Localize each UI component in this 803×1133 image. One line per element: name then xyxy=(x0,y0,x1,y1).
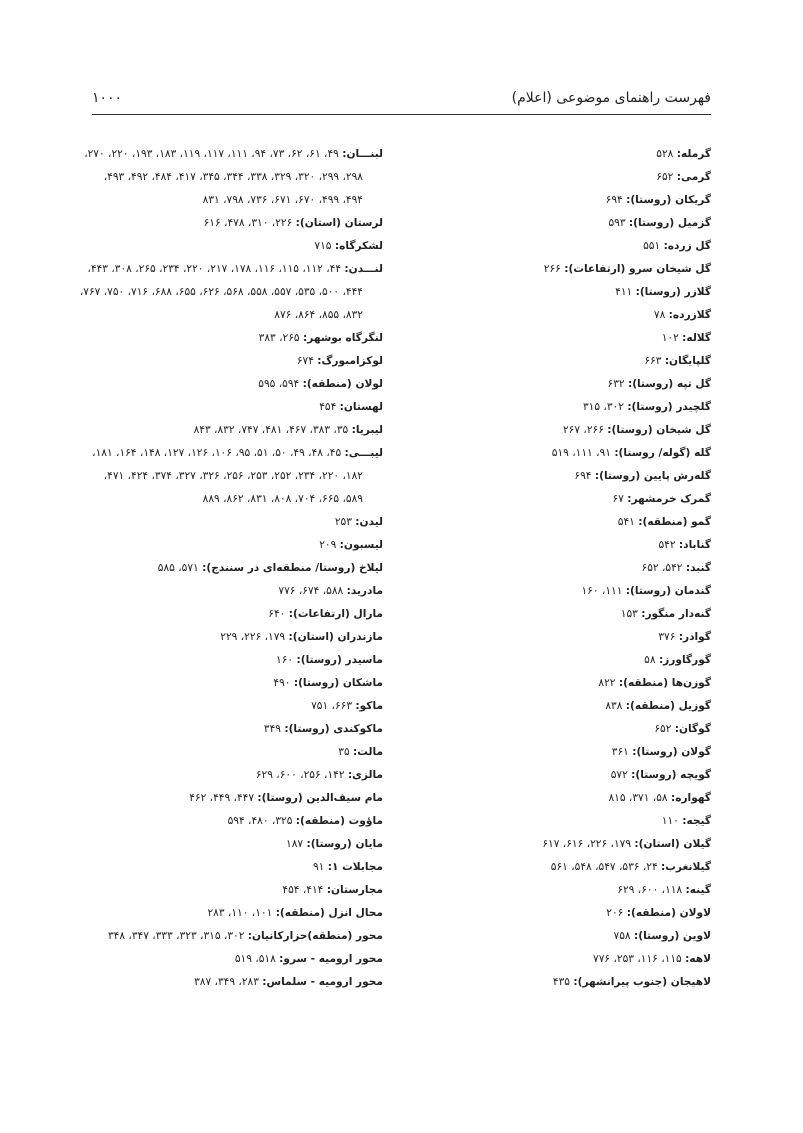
index-page-refs: ۵۷۱، ۵۸۵ xyxy=(157,562,199,574)
index-page-refs: ۴۳۵ xyxy=(552,976,570,988)
index-entry xyxy=(88,856,383,879)
index-entry xyxy=(88,235,383,258)
index-entry xyxy=(386,235,711,258)
index-entry xyxy=(88,166,383,189)
index-entry xyxy=(88,258,383,281)
index-page-refs: ۳۴۹ xyxy=(263,723,281,735)
index-entry xyxy=(88,350,383,373)
index-entry xyxy=(88,626,383,649)
index-term: گل زرده: xyxy=(663,240,711,252)
index-entry xyxy=(88,879,383,902)
index-page-refs: ۱۵۳ xyxy=(620,608,638,620)
page-number: ۱۰۰۰ xyxy=(92,90,123,106)
index-entry xyxy=(386,672,711,695)
index-page-refs: ۳۷۶ xyxy=(658,631,676,643)
index-entry xyxy=(386,373,711,396)
index-page-refs: ۱۱۱، ۱۶۰ xyxy=(581,585,623,597)
index-column-right xyxy=(386,143,711,994)
index-entry xyxy=(88,511,383,534)
index-page-refs: ۶۳۲ xyxy=(607,378,625,390)
index-page-refs: ۵۸۹، ۶۶۵، ۷۰۴، ۸۰۸، ۸۳۱، ۸۶۲، ۸۸۹ xyxy=(202,493,363,505)
index-entry xyxy=(386,350,711,373)
index-term: مالت: xyxy=(353,746,383,758)
index-page-refs: ۴۹۴، ۴۹۹، ۶۷۰، ۶۷۱، ۷۳۶، ۷۹۸، ۸۳۱ xyxy=(202,194,363,206)
index-term: گنبد: xyxy=(685,562,711,574)
index-term: محور (منطقه)حزارکانیان: xyxy=(247,930,383,942)
index-entry xyxy=(386,189,711,212)
index-page-refs: ۵۹۴، ۵۹۵ xyxy=(258,378,300,390)
index-term: گلازرده: xyxy=(668,309,711,321)
index-page-refs: ۱۷۹، ۲۲۶، ۶۱۶، ۶۱۷ xyxy=(542,838,632,850)
index-term: گیجه: xyxy=(682,815,711,827)
index-term: گلازر (روستا): xyxy=(635,286,711,298)
index-entry xyxy=(386,281,711,304)
index-page-refs: ۸۳۲، ۸۵۵، ۸۶۴، ۸۷۶ xyxy=(274,309,363,321)
index-term: لرستان (استان): xyxy=(295,217,383,229)
index-entry xyxy=(84,143,383,166)
index-entry xyxy=(88,672,383,695)
index-entry xyxy=(88,534,383,557)
index-entry xyxy=(88,787,383,810)
index-term: گوگان: xyxy=(674,723,711,735)
index-page-refs: ۱۷۹، ۲۲۶، ۲۲۹ xyxy=(220,631,286,643)
index-page-refs: ۱۶۰ xyxy=(276,654,294,666)
index-page-refs: ۱۱۰ xyxy=(661,815,679,827)
index-page-refs: ۵۲۸ xyxy=(656,148,674,160)
index-entry xyxy=(386,419,711,442)
index-page-refs: ۲۰۶ xyxy=(606,907,624,919)
index-entry xyxy=(386,258,711,281)
index-page-refs: ۱۱۵، ۱۱۶، ۲۵۳، ۷۷۶ xyxy=(593,953,682,965)
index-entry xyxy=(386,603,711,626)
index-term: گزمیل (روستا): xyxy=(628,217,711,229)
index-entry xyxy=(386,580,711,603)
index-entry xyxy=(88,327,383,350)
index-entry xyxy=(79,281,383,304)
index-page-refs: ۹۱ xyxy=(312,861,325,873)
index-entry xyxy=(88,189,383,212)
index-page-refs: ۶۹۴ xyxy=(574,470,592,482)
index-term: لیبریا: xyxy=(351,424,383,436)
index-term: لاهیجان (جنوب پیرانشهر): xyxy=(573,976,711,988)
index-page-refs: ۴۴، ۱۱۲، ۱۱۵، ۱۱۶، ۱۷۸، ۲۱۷، ۲۲۰، ۲۳۴، ۲۶۵، ۳۰۸، ۴۴۳، xyxy=(87,263,342,275)
index-entry xyxy=(88,557,383,580)
index-term: مجابلات ۱: xyxy=(327,861,383,873)
index-page-refs: ۴۵۴ xyxy=(319,401,337,413)
index-page-refs: ۵۱۸، ۵۱۹ xyxy=(234,953,276,965)
index-entry xyxy=(386,488,711,511)
index-page-refs: ۸۳۸ xyxy=(605,700,623,712)
index-entry xyxy=(88,396,383,419)
index-term: مایان (روستا): xyxy=(306,838,383,850)
index-entry xyxy=(386,695,711,718)
index-term: گهواره: xyxy=(670,792,711,804)
index-page-refs: ۱۱۸، ۶۰۰، ۶۲۹ xyxy=(617,884,683,896)
index-page-refs: ۲۸۳، ۳۴۹، ۳۸۷ xyxy=(194,976,259,988)
index-page-refs: ۵۴۲ xyxy=(658,539,676,551)
index-term: گیلانغرب: xyxy=(661,861,711,873)
index-entry xyxy=(386,557,711,580)
index-term: مجارستان: xyxy=(326,884,383,896)
index-column-left xyxy=(79,143,383,994)
index-entry xyxy=(386,902,711,925)
index-page-refs: ۳۶۱ xyxy=(611,746,629,758)
index-entry xyxy=(88,465,383,488)
index-entry xyxy=(386,166,711,189)
index-entry xyxy=(88,810,383,833)
index-entry xyxy=(88,695,383,718)
index-term: ماسیدر (روستا): xyxy=(296,654,383,666)
index-term: لولان (منطقه): xyxy=(302,378,383,390)
index-entry xyxy=(386,856,711,879)
index-page-refs: ۴۹، ۶۱، ۶۲، ۷۳، ۹۴، ۱۱۱، ۱۱۷، ۱۱۹، ۱۸۳، ۱۹۳، ۲۲۰، ۲۷۰، xyxy=(84,148,339,160)
index-term: گرمی: xyxy=(676,171,711,183)
index-term: لاوین (روستا): xyxy=(634,930,711,942)
index-entry xyxy=(88,833,383,856)
index-page-refs: ۶۷۴ xyxy=(296,355,314,367)
index-term: مازندران (استان): xyxy=(288,631,383,643)
index-term: لیلاخ (روستا/ منطقه‌ای در سنندج): xyxy=(202,562,383,574)
index-page-refs: ۲۴، ۵۳۶، ۵۴۷، ۵۴۸، ۵۶۱ xyxy=(550,861,658,873)
index-term: ماکوکندی (روستا): xyxy=(284,723,383,735)
index-entry xyxy=(386,465,711,488)
index-entry xyxy=(88,741,383,764)
index-entry xyxy=(386,212,711,235)
index-page-refs: ۲۹۸، ۲۹۹، ۳۲۰، ۳۲۹، ۳۳۸، ۳۴۴، ۳۴۵، ۴۱۷، ۴۸۴، ۴۹۲، ۴۹۳، xyxy=(103,171,363,183)
index-entry xyxy=(386,327,711,350)
index-entry xyxy=(386,718,711,741)
index-term: گله (گوله/ روستا): xyxy=(614,447,711,459)
index-term: گوزیل (منطقه): xyxy=(625,700,711,712)
index-page-refs: ۴۱۴، ۴۵۴ xyxy=(282,884,324,896)
index-page-refs: ۹۱، ۱۱۱، ۵۱۹ xyxy=(551,447,611,459)
index-page-refs: ۶۶۳، ۷۵۱ xyxy=(311,700,353,712)
index-entry xyxy=(88,764,383,787)
index-page-refs: ۶۴۰ xyxy=(268,608,286,620)
index-entry xyxy=(386,948,711,971)
index-term: ماکو: xyxy=(355,700,383,712)
index-term: گینه: xyxy=(685,884,711,896)
index-term: گرمله: xyxy=(676,148,711,160)
index-entry xyxy=(88,971,383,994)
index-term: مارال (ارتفاعات): xyxy=(288,608,383,620)
index-entry xyxy=(88,603,383,626)
index-term: محور ارومیه - سلماس: xyxy=(262,976,383,988)
index-page-refs: ۲۲۶، ۳۱۰، ۴۷۸، ۶۱۶ xyxy=(203,217,293,229)
index-page-refs: ۵۹۳ xyxy=(608,217,626,229)
index-page-refs: ۲۵۳ xyxy=(334,516,352,528)
index-term: لیسبون: xyxy=(339,539,383,551)
index-page-refs: ۶۶۳ xyxy=(644,355,662,367)
index-term: گندمان (روستا): xyxy=(625,585,711,597)
index-page-refs: ۳۰۲، ۳۱۵ xyxy=(582,401,624,413)
index-term: مام سیف‌الدین (روستا): xyxy=(257,792,383,804)
index-page-refs: ۶۷ xyxy=(612,493,624,505)
index-entry xyxy=(386,143,711,166)
index-term: مادرید: xyxy=(346,585,383,597)
index-entry xyxy=(88,948,383,971)
index-page-refs: ۱۸۲، ۲۲۰، ۲۳۴، ۲۵۲، ۲۵۳، ۲۵۶، ۳۲۶، ۳۲۷، ۳۷۴، ۴۲۴، ۴۷۱، xyxy=(103,470,363,482)
index-term: لاولان (منطقه): xyxy=(626,907,711,919)
index-page-refs: ۷۵۸ xyxy=(613,930,631,942)
index-page-refs: ۸۲۲ xyxy=(598,677,616,689)
index-page-refs: ۵۴۱ xyxy=(617,516,635,528)
index-entry xyxy=(386,511,711,534)
index-term: محور ارومیه - سرو: xyxy=(279,953,383,965)
index-term: لشکرگاه: xyxy=(334,240,383,252)
index-page-refs: ۶۹۴ xyxy=(605,194,623,206)
index-page-refs: ۷۸ xyxy=(653,309,666,321)
index-term: گوادر: xyxy=(678,631,711,643)
index-page-refs: ۳۲۵، ۴۸۰، ۵۹۴ xyxy=(227,815,293,827)
index-term: گولان (روستا): xyxy=(632,746,711,758)
index-entry xyxy=(88,925,383,948)
index-term: لوکزامبورگ: xyxy=(317,355,383,367)
index-entry xyxy=(386,971,711,994)
index-page-refs: ۵۷۲ xyxy=(610,769,628,781)
index-page-refs: ۲۶۵، ۳۸۳ xyxy=(258,332,300,344)
index-entry xyxy=(386,879,711,902)
index-page-refs: ۳۵، ۳۸۳، ۴۶۷، ۴۸۱، ۷۴۷، ۸۳۲، ۸۴۳ xyxy=(193,424,349,436)
index-entry xyxy=(386,925,711,948)
index-term: ماؤوت (منطقه): xyxy=(295,815,383,827)
index-term: گریکان (روستا): xyxy=(626,194,711,206)
index-page-refs: ۴۱۱ xyxy=(615,286,633,298)
index-page-refs: ۲۶۶، ۲۶۷ xyxy=(562,424,604,436)
index-entry xyxy=(386,304,711,327)
index-entry xyxy=(386,442,711,465)
index-page-refs: ۴۴۴، ۵۰۰، ۵۳۵، ۵۵۷، ۵۵۸، ۵۶۸، ۶۲۶، ۶۵۵، ۶۸۸، ۷۱۶، ۷۵۰، ۷۶۷، xyxy=(79,286,363,298)
index-page-refs: ۵۸ xyxy=(644,654,656,666)
index-page-refs: ۵۸، ۳۷۱، ۸۱۵ xyxy=(608,792,668,804)
index-term: ماشکان (روستا): xyxy=(293,677,383,689)
index-term: گلاله: xyxy=(682,332,711,344)
index-page-refs: ۳۰۲، ۳۱۵، ۳۲۳، ۳۳۳، ۳۴۷، ۳۴۸ xyxy=(107,930,245,942)
index-page-refs: ۵۸۸، ۶۷۴، ۷۷۶ xyxy=(278,585,344,597)
index-entry xyxy=(386,833,711,856)
index-page-refs: ۱۸۷ xyxy=(286,838,304,850)
index-page-refs: ۷۱۵ xyxy=(314,240,332,252)
index-term: لنگرگاه بوشهر: xyxy=(303,332,383,344)
index-term: لبنـــان: xyxy=(342,148,383,160)
index-entry xyxy=(88,419,383,442)
index-page-refs: ۴۴۷، ۴۴۹، ۴۶۲ xyxy=(189,792,255,804)
index-entry xyxy=(88,442,383,465)
index-entry xyxy=(88,718,383,741)
index-page-refs: ۲۶۶ xyxy=(543,263,561,275)
index-page-refs: ۱۰۲ xyxy=(661,332,679,344)
index-term: لاهه: xyxy=(685,953,711,965)
index-page-refs: ۶۵۲ xyxy=(656,171,674,183)
index-term: گیلان (استان): xyxy=(634,838,711,850)
index-term: گلپایگان: xyxy=(664,355,711,367)
index-entry xyxy=(386,764,711,787)
index-entry xyxy=(88,902,383,925)
index-term: لیبـــی: xyxy=(344,447,383,459)
index-page-refs: ۶۵۲ xyxy=(654,723,672,735)
index-entry xyxy=(386,396,711,419)
index-entry xyxy=(88,304,383,327)
running-title: فهرست راهنمای موضوعی (اعلام) xyxy=(511,90,711,106)
index-term: گنه‌دار منگور: xyxy=(641,608,711,620)
index-entry xyxy=(386,741,711,764)
index-entry xyxy=(88,580,383,603)
index-term: گلچیدر (روستا): xyxy=(627,401,711,413)
index-term: گناباد: xyxy=(678,539,711,551)
index-entry xyxy=(386,810,711,833)
index-term: لهستان: xyxy=(339,401,383,413)
index-term: گمرک خرمشهر: xyxy=(627,493,711,505)
index-entry xyxy=(88,212,383,235)
index-term: گوزن‌ها (منطقه): xyxy=(618,677,711,689)
page-header xyxy=(92,88,711,115)
index-page-refs: ۲۰۹ xyxy=(319,539,337,551)
index-entry xyxy=(386,626,711,649)
index-entry xyxy=(386,787,711,810)
index-page-refs: ۴۹۰ xyxy=(273,677,291,689)
index-term: گمو (منطقه): xyxy=(638,516,711,528)
index-term: گل شیخان سرو (ارتفاعات): xyxy=(564,263,711,275)
index-page-refs: ۴۵، ۴۸، ۴۹، ۵۰، ۵۱، ۹۵، ۱۰۶، ۱۲۶، ۱۲۷، ۱۴۸، ۱۶۴، ۱۸۱، xyxy=(92,447,342,459)
index-term: گورگاورز: xyxy=(658,654,711,666)
index-term: مالزی: xyxy=(347,769,383,781)
index-page-refs: ۳۵ xyxy=(338,746,350,758)
index-page-refs: ۱۰۱، ۱۱۰، ۲۸۳ xyxy=(207,907,273,919)
index-term: لنـــدن: xyxy=(344,263,383,275)
index-term: گویچه (روستا): xyxy=(631,769,711,781)
index-term: گل شیخان (روستا): xyxy=(607,424,711,436)
index-entry xyxy=(386,534,711,557)
index-term: گل تپه (روستا): xyxy=(627,378,711,390)
index-page-refs: ۵۴۲، ۶۵۲ xyxy=(641,562,683,574)
index-term: محال انزل (منطقه): xyxy=(275,907,383,919)
index-term: لیدن: xyxy=(355,516,383,528)
index-page-refs: ۵۵۱ xyxy=(643,240,661,252)
index-entry xyxy=(88,373,383,396)
index-page-refs: ۱۴۲، ۲۵۶، ۶۰۰، ۶۲۹ xyxy=(255,769,345,781)
index-entry xyxy=(386,649,711,672)
index-entry xyxy=(88,649,383,672)
index-term: گله‌رش پایین (روستا): xyxy=(594,470,711,482)
index-entry xyxy=(88,488,383,511)
